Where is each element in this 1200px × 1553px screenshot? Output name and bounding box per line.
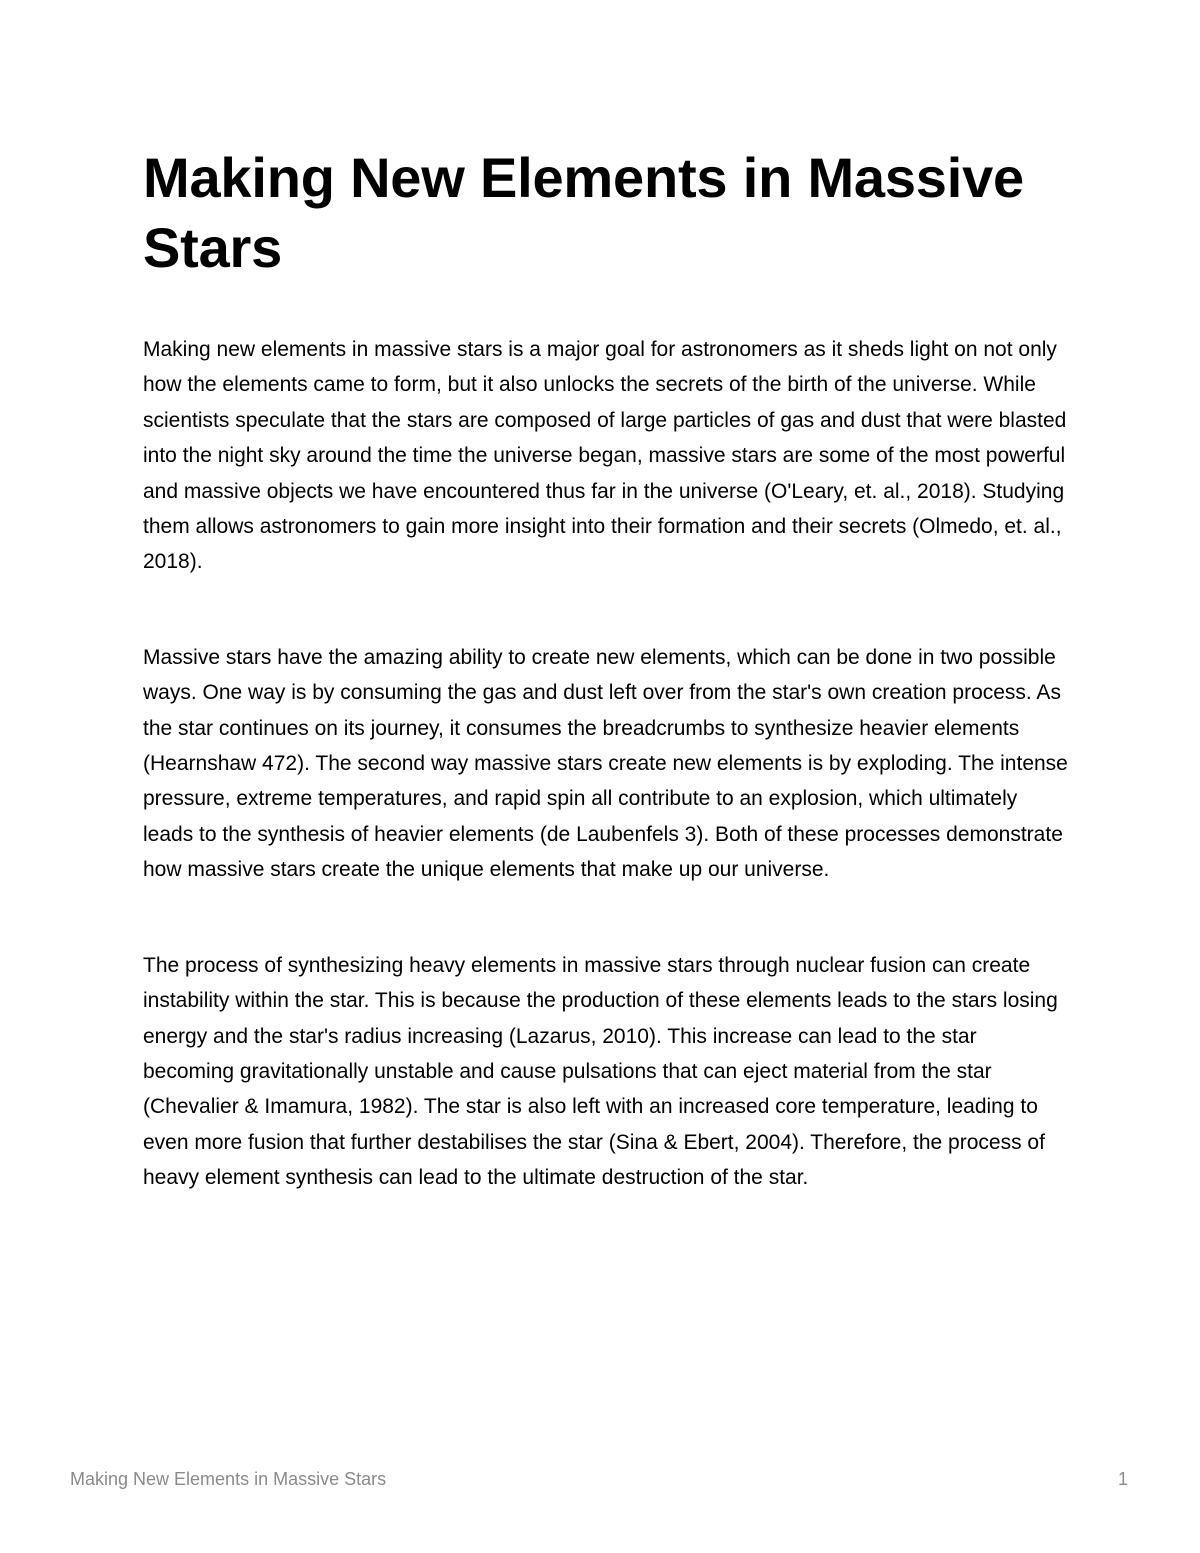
document-title: Making New Elements in Massive Stars — [143, 146, 1024, 279]
paragraph-1: Making new elements in massive stars is a major goal for astronomers as it sheds light on not only how the elements came to form, but it also unlocks the secrets of the birth of the universe. While scientists speculate that the stars are composed of large particles of gas and dust that were blasted into the night sky around the time the universe began, massive stars are some of the most powerful and massive objects we have encountered thus far in the universe (O'Leary, et. al., 2018). Studying them allows astronomers to gain more insight into their formation and their secrets (Olmedo, et. al., 2018). — [143, 338, 1067, 574]
footer-page-number: 1 — [1117, 1468, 1128, 1489]
paragraph-2: Massive stars have the amazing ability to create new elements, which can be done in two possible ways. One way is by consuming the gas and dust left over from the star's own creation process. As the star continues on its journey, it consumes the breadcrumbs to synthesize heavier elements (Hearnshaw 472). The second way massive stars create new elements is by exploding. The intense pressure, extreme temperatures, and rapid spin all contribute to an explosion, which ultimately leads to the synthesis of heavier elements (de Laubenfels 3). Both of these processes demonstrate how massive stars create the unique elements that make up our universe. — [143, 645, 1068, 882]
paragraph-3: The process of synthesizing heavy elements in massive stars through nuclear fusion can create instability within the star. This is because the production of these elements leads to the stars losing energy and the star's radius increasing (Lazarus, 2010). This increase can lead to the star becoming gravitationally unstable and cause pulsations that can eject material from the star (Chevalier & Imamura, 1982). The star is also left with an increased core temperature, leading to even more fusion that further destabilises the star (Sina & Ebert, 2004). Therefore, the process of heavy element synthesis can lead to the ultimate destruction of the star. — [143, 953, 1058, 1190]
footer-running-title: Making New Elements in Massive Stars — [70, 1468, 387, 1489]
page-footer — [70, 1465, 1128, 1493]
document-body — [143, 143, 1073, 1196]
